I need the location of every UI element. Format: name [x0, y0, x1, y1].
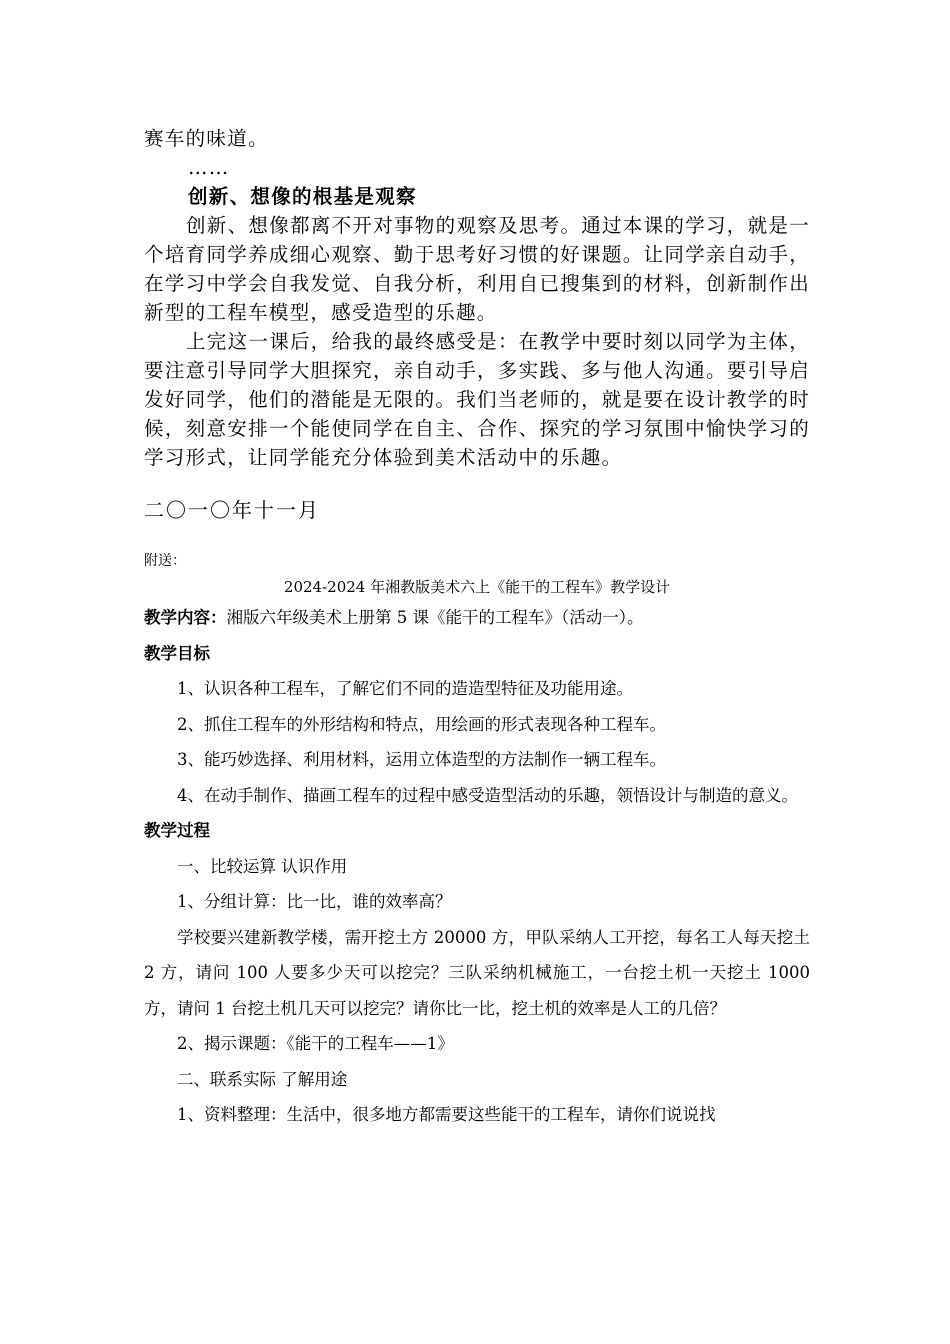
date-line-wrap	[144, 494, 810, 523]
goal-item: 3、能巧妙选择、利用材料，运用立体造型的方法制作一辆工程车。	[177, 750, 666, 769]
lesson-title: 2024-2024 年湘教版美术六上《能干的工程车》教学设计	[283, 578, 671, 596]
step1-item1: 1、分组计算：比一比，谁的效率高？	[177, 892, 452, 911]
essay-paragraph-1: 创新、想像都离不开对事物的观察及思考。通过本课的学习，就是一个培育同学养成细心观察、勤于思考好习惯的好课题。让同学亲自动手，在学习中学会自我发觉、自我分析，利用自已搜集到的材料，创新制作出新型的工程车模型，感受造型的乐趣。	[144, 214, 811, 324]
step2-heading: 二、联系实际 了解用途	[177, 1069, 348, 1089]
essay-section	[144, 124, 810, 472]
lesson-title-wrap	[144, 576, 810, 597]
content-line	[144, 600, 810, 636]
step1-heading: 一、比较运算 认识作用	[177, 856, 348, 876]
essay-paragraph-2: 上完这一课后，给我的最终感受是：在教学中要时刻以同学为主体，要注意引导同学大胆探究，亲自动手，多实践、多与他人沟通。要引导启发好同学，他们的潜能是无限的。我们当老师的，就是要在设计教学的时候，刻意安排一个能使同学在自主、合作、探究的学习氛围中愉快学习的学习形式，让同学能充分体验到美术活动中的乐趣。	[144, 330, 811, 469]
step1-problem: 学校要兴建新教学楼，需开挖土方 20000 方，甲队采纳人工开挖，每名工人每天挖土 2 方，请问 100 人要多少天可以挖完？三队采纳机械施工，一台挖土机一天挖土 1000 方，请问 1 台挖土机几天可以挖完？请你比一比，挖土机的效率是人工的几倍？	[144, 927, 810, 1018]
attachment-label: 附送：	[144, 553, 186, 569]
carryover-line: 赛车的味道。	[144, 127, 269, 150]
ellipsis: ……	[188, 156, 230, 179]
step2-item1: 1、资料整理：生活中，很多地方都需要这些能干的工程车，请你们说说找	[177, 1105, 716, 1124]
step1-item2: 2、揭示课题：《能干的工程车——1》	[177, 1034, 454, 1053]
attachment-label-wrap	[144, 550, 810, 570]
content-text: 湘版六年级美术上册第 5 课《能干的工程车》（活动一）。	[226, 608, 644, 627]
date-line: 二〇一〇年十一月	[144, 498, 320, 522]
goal-item: 2、抓住工程车的外形结构和特点，用绘画的形式表现各种工程车。	[177, 714, 666, 734]
goal-item: 4、在动手制作、描画工程车的过程中感受造型活动的乐趣，领悟设计与制造的意义。	[177, 785, 798, 805]
content-label: 教学内容：	[144, 608, 227, 627]
section-heading: 创新、想像的根基是观察	[188, 185, 417, 208]
goal-item: 1、认识各种工程车，了解它们不同的造造型特征及功能用途。	[177, 679, 633, 698]
lesson-plan	[144, 600, 810, 1133]
process-heading: 教学过程	[144, 821, 210, 840]
goals-heading: 教学目标	[144, 643, 210, 663]
